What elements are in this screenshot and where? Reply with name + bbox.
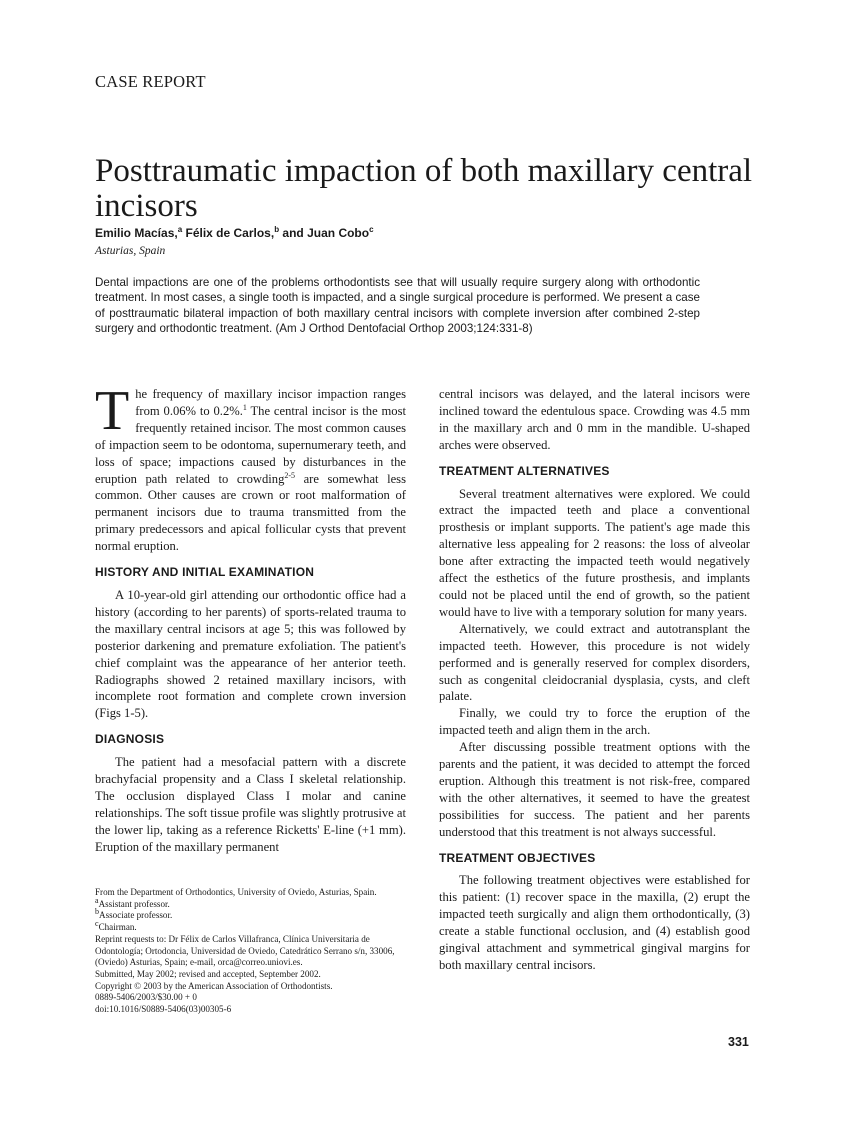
alternatives-paragraph: Finally, we could try to force the eruption of the impacted teeth and align them in the arch. bbox=[439, 706, 750, 738]
footnote-doi: doi:10.1016/S0889-5406(03)00305-6 bbox=[95, 1004, 232, 1015]
alternatives-paragraph: Alternatively, we could extract and autotransplant the impacted teeth. However, this procedure is not widely performed and is generally reserved for complex disorders, such as congenital cleidocranial dysplasia, cysts, and cleft palate. bbox=[439, 621, 750, 704]
article-title: Posttraumatic impaction of both maxillary central incisors bbox=[95, 153, 753, 225]
footnote-submitted: Submitted, May 2002; revised and accepted, September 2002. bbox=[95, 968, 321, 979]
reference-mark: 2-5 bbox=[284, 470, 296, 480]
intro-paragraph bbox=[95, 380, 406, 555]
objectives-paragraph: The following treatment objectives were established for this patient: (1) recover space in the maxilla, (2) erupt the impacted teeth surgically and align them orthodontically, (3) create a stable functional occlusion, and (4) establish good gingival attachment and symmetrical gingival margins for both maxillary central incisors. bbox=[439, 873, 750, 972]
author-list bbox=[95, 226, 374, 240]
author-location: Asturias, Spain bbox=[95, 245, 166, 257]
author-name: Félix de Carlos, bbox=[182, 226, 275, 240]
footnote-mark: c bbox=[95, 919, 99, 929]
footnote-affiliation: From the Department of Orthodontics, University of Oviedo, Asturias, Spain. bbox=[95, 887, 377, 897]
author-affiliation-mark: b bbox=[274, 225, 280, 234]
intro-text: he frequency of maxillary incisor impaction ranges from 0.06% to 0.2%. bbox=[135, 387, 406, 418]
continuation-paragraph: central incisors was delayed, and the lateral incisors were inclined toward the edentulous space. Crowding was 4.5 mm in the maxillary arch and 0 mm in the mandible. U-shaped arches were observed. bbox=[439, 387, 750, 452]
diagnosis-paragraph: The patient had a mesofacial pattern with a discrete brachyfacial propensity and a Class I skeletal relationship. The occlusion displayed Class I molar and canine relationships. The soft tissue profile was slightly protrusive at the lower lip, taking as a reference Ricketts' E-line (+1 mm). Eruption of the maxillary permanent bbox=[95, 755, 406, 854]
footnote-item bbox=[95, 919, 410, 934]
intro-text: are somewhat less common. Other causes are crown or root malformation of permanent incisors due to trauma transmitted from the primary predecessors and apical follicular cysts that prevent normal eruption. bbox=[95, 471, 406, 554]
footnote-issn: 0889-5406/2003/$30.00 + 0 bbox=[95, 992, 197, 1003]
footnote-text: Chairman. bbox=[98, 922, 137, 933]
history-paragraph: A 10-year-old girl attending our orthodontic office had a history (according to her parents) of sports-related trauma to the maxillary central incisors at age 5; this was followed by posterior darkening and premature exfoliation. The patient's chief complaint was the appearance of her anterior teeth. Radiographs showed 2 retained maxillary incisors, with incomplete root formation and complete crown inversion (Figs 1-5). bbox=[95, 587, 406, 721]
section-heading-diagnosis: DIAGNOSIS bbox=[95, 732, 165, 747]
alternatives-paragraph: After discussing possible treatment options with the parents and the patient, it was decided to attempt the forced eruption. Although this treatment is not risk-free, compared with the other alternatives, it seemed to have the greatest possibilities for success. The patient and her parents understood that this treatment is not always successful. bbox=[439, 740, 750, 839]
section-heading-history: HISTORY AND INITIAL EXAMINATION bbox=[95, 565, 315, 580]
footnote-mark: b bbox=[95, 907, 99, 917]
footnote-text: Associate professor. bbox=[99, 910, 173, 921]
author-name: and Juan Cobo bbox=[279, 226, 370, 240]
page-number: 331 bbox=[728, 1035, 749, 1049]
footnote-reprint: Reprint requests to: Dr Félix de Carlos Villafranca, Clínica Universitaria de Odontología; Ortodoncia, Universidad de Oviedo, Catedrático Serrano s/n, 33006, (Oviedo) Asturias, Spain; e-mail, orca@correo.uniovi.es. bbox=[95, 933, 395, 968]
abstract: Dental impactions are one of the problems orthodontists see that will usually require surgery along with orthodontic treatment. In most cases, a single tooth is impacted, and a single surgical procedure is performed. We present a case of posttraumatic bilateral impaction of both maxillary central incisors with complete inversion after combined 2-step surgery and orthodontic treatment. (Am J Orthod Dentofacial Orthop 2003;124:331-8) bbox=[95, 276, 700, 336]
footnotes bbox=[95, 887, 410, 1016]
author-affiliation-mark: c bbox=[369, 225, 374, 234]
footnote-item bbox=[95, 895, 410, 911]
left-column bbox=[95, 380, 406, 856]
drop-cap: T bbox=[95, 380, 130, 442]
author-name: Emilio Macías, bbox=[95, 226, 178, 240]
footnote-mark: a bbox=[95, 895, 99, 905]
footnote-text: Assistant professor. bbox=[98, 898, 170, 909]
intro-text: The central incisor is the most frequently retained incisor. The most common causes of impaction seem to be odontoma, supernumerary teeth, and loss of space; impactions caused by disturbances in the eruption path related to crowding bbox=[95, 403, 406, 486]
author-affiliation-mark: a bbox=[177, 225, 183, 234]
reference-mark: 1 bbox=[242, 402, 247, 412]
right-column bbox=[439, 386, 750, 974]
footnote-item bbox=[95, 907, 410, 922]
section-heading-alternatives: TREATMENT ALTERNATIVES bbox=[439, 463, 610, 478]
section-heading-objectives: TREATMENT OBJECTIVES bbox=[439, 850, 596, 865]
footnote-copyright: Copyright © 2003 by the American Association of Orthodontists. bbox=[95, 980, 333, 991]
alternatives-paragraph: Several treatment alternatives were explored. We could extract the impacted teeth and place a conventional prosthesis or implant supports. The patient's age made this alternative less appealing for 2 reasons: the loss of alveolar bone after extracting the impacted teeth would negatively affect the esthetics of the future prosthesis, and implants could not be placed until the end of growth, so the patient would have to live with a temporary solution for many years. bbox=[439, 486, 750, 619]
section-label: CASE REPORT bbox=[95, 72, 206, 91]
